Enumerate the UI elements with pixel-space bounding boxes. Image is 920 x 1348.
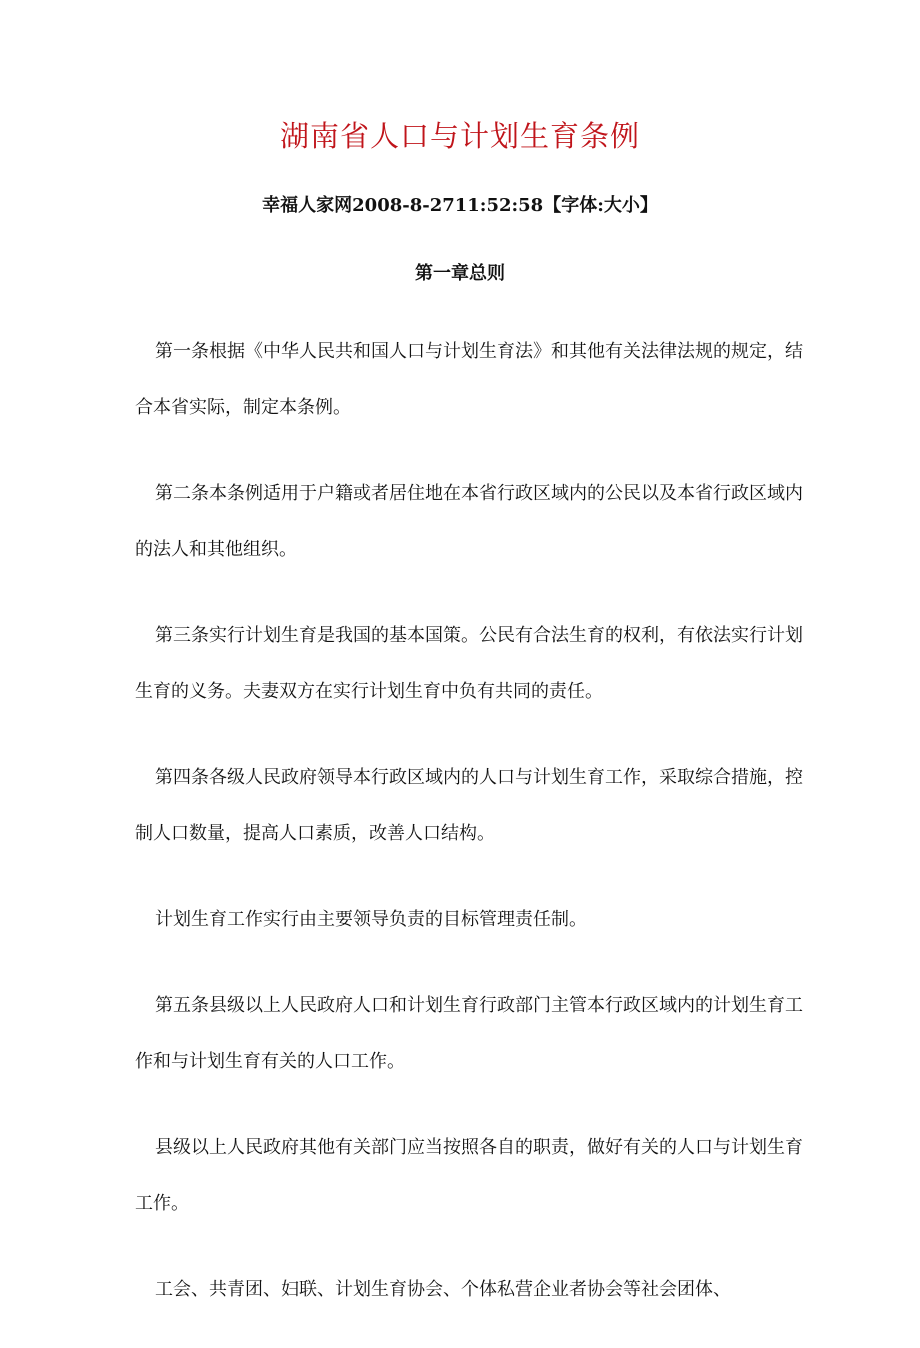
article-paragraph: 工会、共青团、妇联、计划生育协会、个体私营企业者协会等社会团体、 [155,1279,731,1300]
article-paragraph: 第一条根据《中华人民共和国人口与计划生育法》和其他有关法律法规的规定，结合本省实际，制定本条例。 [135,341,803,418]
article-body [135,324,803,1348]
article-paragraph: 第四条各级人民政府领导本行政区域内的人口与计划生育工作，采取综合措施，控制人口数量，提高人口素质，改善人口结构。 [135,767,803,844]
chapter-heading: 第一章总则 [415,263,505,284]
article-paragraph: 计划生育工作实行由主要领导负责的目标管理责任制。 [155,909,587,930]
article-paragraph: 第三条实行计划生育是我国的基本国策。公民有合法生育的权利，有依法实行计划生育的义务。夫妻双方在实行计划生育中负有共同的责任。 [135,625,803,702]
article-paragraph: 第二条本条例适用于户籍或者居住地在本省行政区域内的公民以及本省行政区域内的法人和其他组织。 [135,483,803,560]
source-and-timestamp: 幸福人家网2008-8-2711:52:58【字体:大小】 [262,195,658,216]
document-title: 湖南省人口与计划生育条例 [279,119,640,153]
article-paragraph: 县级以上人民政府其他有关部门应当按照各自的职责，做好有关的人口与计划生育工作。 [135,1137,803,1214]
article-paragraph: 第五条县级以上人民政府人口和计划生育行政部门主管本行政区域内的计划生育工作和与计划生育有关的人口工作。 [135,995,803,1072]
